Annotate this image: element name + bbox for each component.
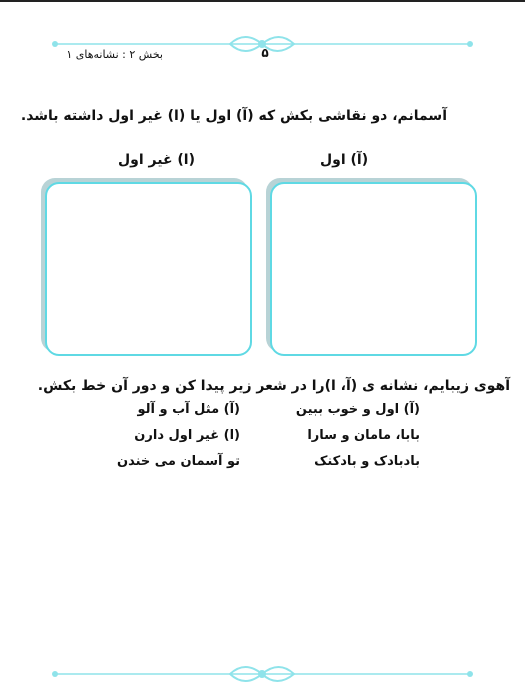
drawing-instruction: آسمانم، دو نقاشی بکش که (آ) اول یا (ا) غیر اول داشته باشد. <box>20 108 447 124</box>
poem-line: (ا) غیر اول دارن <box>134 428 240 443</box>
first-position-drawing-box[interactable] <box>270 182 477 356</box>
section-title: بخش ۲ : نشانه‌های ۱ <box>66 48 163 61</box>
poem-line: (آ) مثل آب و آلو <box>137 402 240 417</box>
non-first-position-drawing-box[interactable] <box>45 182 252 356</box>
footer-ornament <box>0 658 525 688</box>
first-position-label: (آ) اول <box>320 152 369 168</box>
page-header <box>0 46 525 66</box>
page-number: ۵ <box>261 46 269 60</box>
poem-line: (آ) اول و خوب ببین <box>295 402 420 417</box>
top-rule <box>0 0 525 2</box>
poem-instruction: آهوی زیبایم، نشانه ی (آ، ا)را در شعر زیر پیدا کن و دور آن خط بکش. <box>37 378 510 394</box>
poem-line: تو آسمان می خندن <box>116 454 240 469</box>
poem-line: بادبادک و بادکنک <box>314 454 420 469</box>
poem-line: بابا، مامان و سارا <box>307 428 420 443</box>
non-first-position-label: (ا) غیر اول <box>118 152 195 168</box>
